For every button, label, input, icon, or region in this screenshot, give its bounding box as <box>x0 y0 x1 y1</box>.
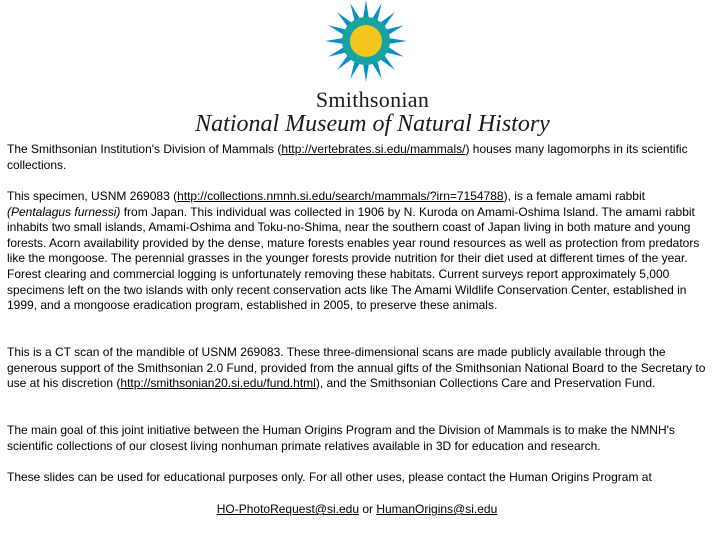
contact-line <box>7 502 707 518</box>
mammals-division-link[interactable]: http://vertebrates.si.edu/mammals/ <box>281 142 466 156</box>
p2-text-after: from Japan. This individual was collected in 1906 by N. Kuroda on Amami-Oshima Island. The amami rabbit inhabits two small islands, Amami-Oshima and Toku-no-Shima, near the southern coast of Japan living in both mature and young forests. Acorn availability provided by the dense, mature forests enables year round resources as well as protection from predators like the mongoose. The perennial grasses in the younger forests provide nutrition for their diet used at different times of the year. Forest clearing and commercial logging is unfortunately removing these habitats. Current surveys report approximately 5,000 specimens left on the two islands with only recent conservation acts like The Amami Wildlife Conservation Center, established in 1999, and a mongoose eradication program, established in 2005, to preserve these animals. <box>7 204 700 313</box>
p3-text-before: This is a CT scan of the mandible of USNM 269083. These three-dimensional scans are made publicly available through the generous support of the Smithsonian 2.0 Fund, provided from the annual gifts of the Smithsonian National Board to the Secretary to use at his discretion ( <box>7 345 706 391</box>
p1-text-before: The Smithsonian Institution's Division of Mammals ( <box>7 142 282 156</box>
contact-or: or <box>359 502 377 516</box>
photo-request-email-link[interactable]: HO-PhotoRequest@si.edu <box>216 502 359 516</box>
initiative-paragraph: The main goal of this joint initiative between the Human Origins Program and the Division of Mammals is to make the NMNH's scientific collections of our closest living nonhuman primate relatives available in 3D for education and research. <box>7 423 675 453</box>
p2-text-before: This specimen, USNM 269083 ( <box>7 189 178 203</box>
division-paragraph <box>7 142 707 173</box>
species-name: (Pentalagus furnessi) <box>7 204 121 219</box>
usage-paragraph: These slides can be used for educational purposes only. For all other uses, please contact the Human Origins Program at <box>7 470 652 484</box>
fund-link[interactable]: http://smithsonian20.si.edu/fund.html <box>120 376 316 391</box>
logo-museum-name: National Museum of Natural History <box>195 111 550 137</box>
logo-name: Smithsonian <box>315 87 430 112</box>
specimen-record-link[interactable]: http://collections.nmnh.si.edu/search/mammals/?irn=7154788 <box>177 189 504 203</box>
p2-text-middle: ), is a female amami rabbit <box>503 189 645 203</box>
ct-scan-paragraph <box>7 345 707 392</box>
p1-text-after: ) houses many lagomorphs in its scientific collections. <box>7 142 688 172</box>
specimen-paragraph <box>7 189 707 314</box>
human-origins-email-link[interactable]: HumanOrigins@si.edu <box>376 502 498 516</box>
smithsonian-sun-icon <box>321 0 411 82</box>
smithsonian-nmnh-logo <box>190 0 555 140</box>
p3-text-after: ), and the Smithsonian Collections Care and Preservation Fund. <box>315 376 656 391</box>
